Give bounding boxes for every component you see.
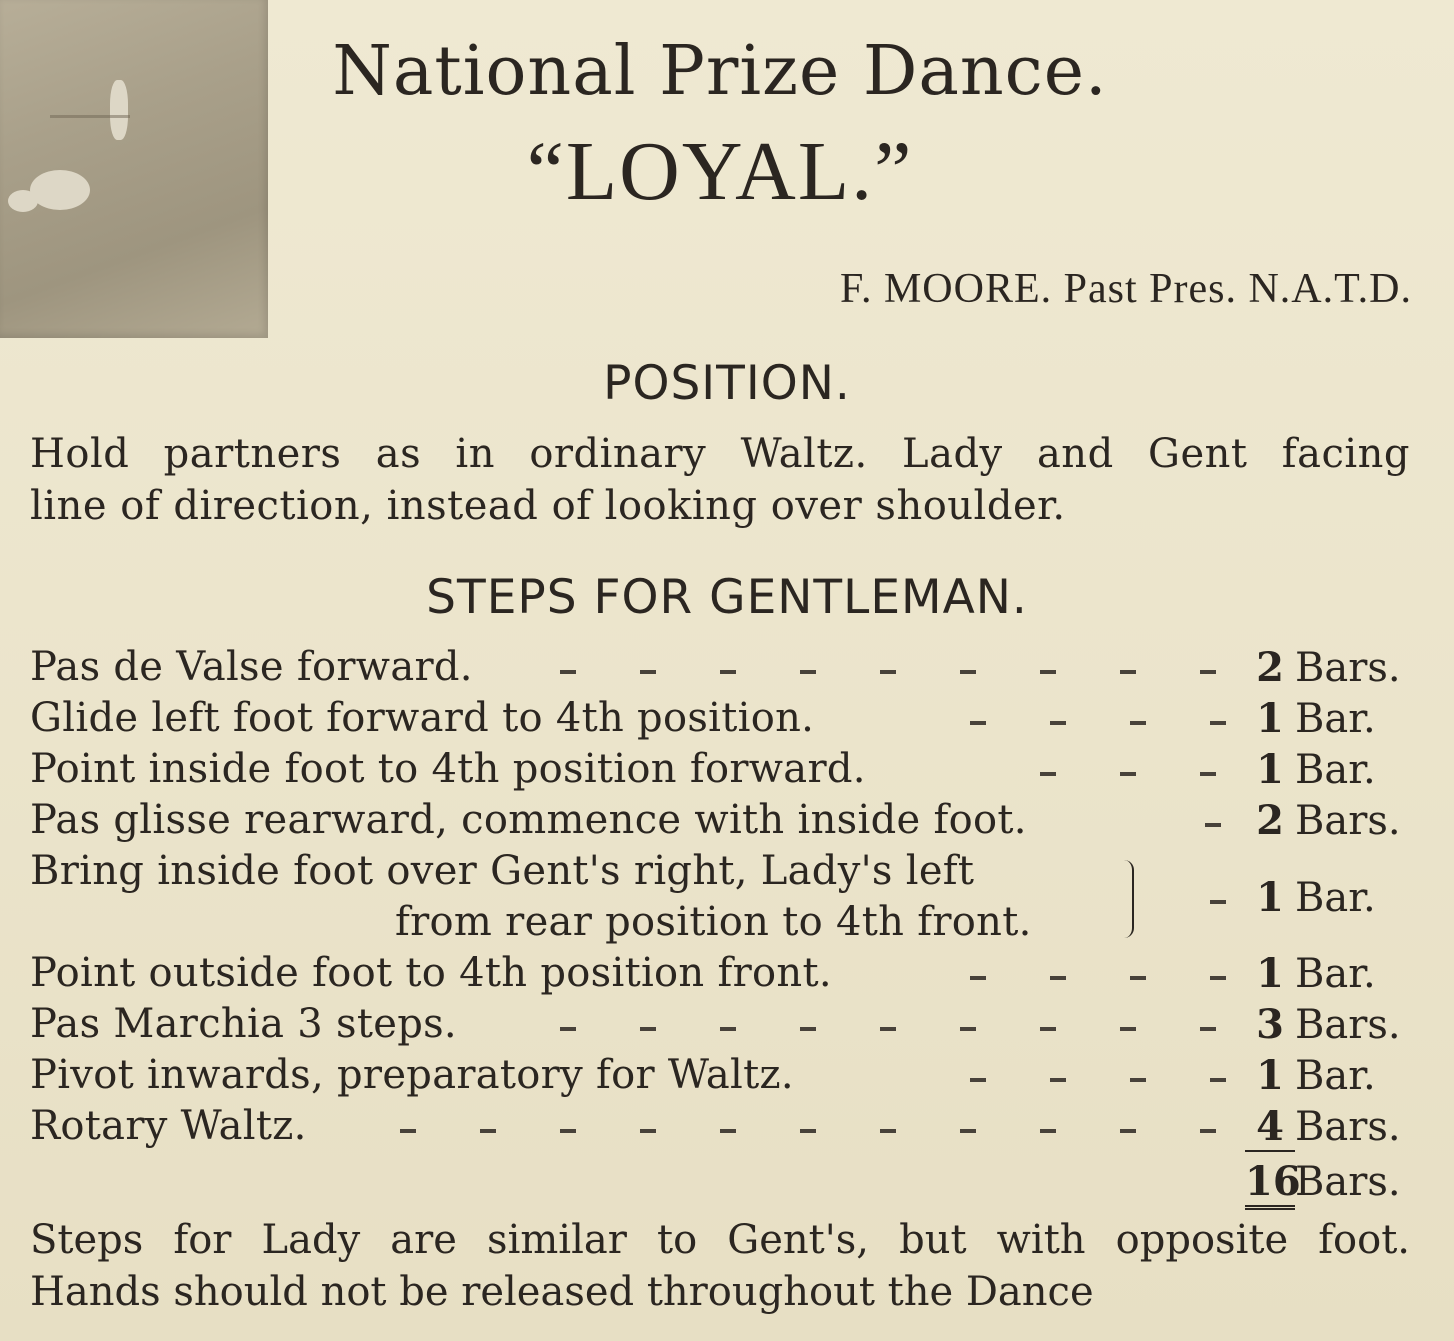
- step-count: [1245, 695, 1420, 742]
- step-count: [1245, 746, 1420, 793]
- dot-leader: [1210, 900, 1242, 904]
- step-row: [30, 746, 1420, 797]
- lady-notes: [30, 1214, 1410, 1318]
- step-description-continued: from rear position to 4th front.: [395, 899, 1032, 945]
- step-description: Point inside foot to 4th position forward.: [30, 746, 866, 792]
- bar-unit: Bar.: [1295, 1053, 1376, 1099]
- bar-number: 1: [1256, 695, 1284, 742]
- step-description: Rotary Waltz.: [30, 1103, 307, 1149]
- step-description: Pas de Valse forward.: [30, 644, 473, 690]
- dot-leader: [400, 1129, 1242, 1133]
- total-row: [30, 1154, 1420, 1214]
- bar-number: 1: [1256, 950, 1284, 997]
- notes-line: Hands should not be released throughout the Dance: [30, 1269, 1094, 1315]
- position-line: Hold partners as in ordinary Waltz. Lady and Gent facing: [30, 431, 1410, 477]
- notes-line: Steps for Lady are similar to Gent's, but with opposite foot.: [30, 1217, 1410, 1263]
- step-row: [30, 1103, 1420, 1154]
- page-title: National Prize Dance.: [332, 32, 1108, 111]
- step-count: [1245, 797, 1420, 844]
- step-row: [30, 797, 1420, 848]
- step-row: [30, 1052, 1420, 1103]
- bar-unit: Bar.: [1295, 747, 1376, 793]
- dot-leader: [1040, 772, 1242, 776]
- photo-highlight: [110, 80, 128, 140]
- position-heading: POSITION.: [603, 356, 851, 411]
- bar-number: 3: [1256, 1001, 1284, 1048]
- dot-leader: [970, 976, 1242, 980]
- total-number: 16: [1245, 1158, 1295, 1210]
- bar-number: 1: [1256, 874, 1284, 921]
- bar-number: 1: [1256, 746, 1284, 793]
- dot-leader: [560, 1027, 1242, 1031]
- dance-name: “LOYAL.”: [526, 125, 914, 218]
- brace-mark: [1118, 860, 1134, 938]
- bar-number: 2: [1256, 797, 1284, 844]
- photo-shadow: [50, 115, 130, 118]
- step-description: Bring inside foot over Gent's right, Lady's left: [30, 848, 975, 894]
- bar-unit: Bars.: [1295, 1104, 1401, 1150]
- step-description: Pas Marchia 3 steps.: [30, 1001, 457, 1047]
- step-row: [30, 644, 1420, 695]
- dot-leader: [970, 1078, 1242, 1082]
- step-count: [1245, 1103, 1420, 1152]
- dot-leader: [970, 721, 1242, 725]
- bar-unit: Bar.: [1295, 951, 1376, 997]
- step-count: [1245, 644, 1420, 691]
- bar-unit: Bar.: [1295, 875, 1376, 921]
- bar-number: 2: [1256, 644, 1284, 691]
- photo-highlight: [30, 170, 90, 210]
- author-credit: F. MOORE. Past Pres. N.A.T.D.: [839, 266, 1412, 312]
- steps-table: [30, 644, 1420, 1214]
- step-row: [30, 848, 1420, 950]
- step-count: [1245, 874, 1420, 921]
- bar-unit: Bar.: [1295, 696, 1376, 742]
- total-unit: Bars.: [1295, 1159, 1401, 1205]
- total-count: [1245, 1158, 1420, 1210]
- step-description: Point outside foot to 4th position front.: [30, 950, 832, 996]
- dot-leader: [1205, 823, 1242, 827]
- bar-unit: Bars.: [1295, 1002, 1401, 1048]
- step-count: [1245, 1052, 1420, 1099]
- step-row: [30, 695, 1420, 746]
- bar-number: 4: [1245, 1103, 1295, 1152]
- step-count: [1245, 950, 1420, 997]
- position-instructions: [30, 428, 1410, 532]
- bar-number: 1: [1256, 1052, 1284, 1099]
- bar-unit: Bars.: [1295, 645, 1401, 691]
- step-count: [1245, 1001, 1420, 1048]
- step-row: [30, 950, 1420, 1001]
- dot-leader: [560, 670, 1242, 674]
- photo-fragment: [0, 0, 268, 338]
- step-description: Pas glisse rearward, commence with inside foot.: [30, 797, 1027, 843]
- step-description: Glide left foot forward to 4th position.: [30, 695, 815, 741]
- step-row: [30, 1001, 1420, 1052]
- position-line: line of direction, instead of looking over shoulder.: [30, 483, 1066, 529]
- photo-highlight: [8, 190, 38, 212]
- bar-unit: Bars.: [1295, 798, 1401, 844]
- step-description: Pivot inwards, preparatory for Waltz.: [30, 1052, 794, 1098]
- steps-heading: STEPS FOR GENTLEMAN.: [426, 570, 1028, 625]
